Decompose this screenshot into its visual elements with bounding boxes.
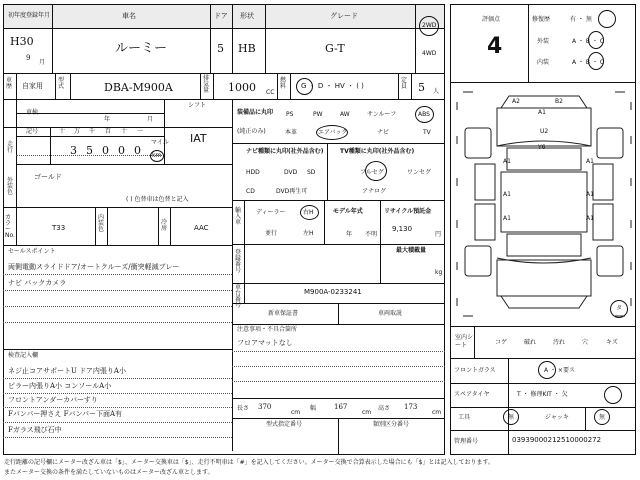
model-year-label: モデル年式: [333, 208, 363, 215]
notes-line-1: フロアマットなし: [237, 339, 293, 347]
import-dealer: ディーラー: [256, 209, 286, 216]
equip-sunroof: サンルーフ: [367, 111, 397, 118]
drive-2wd: 2WD: [422, 22, 437, 29]
color-no: T33: [52, 224, 66, 232]
import-label: 輸入車: [235, 207, 242, 226]
navi-title: ナビ種類に丸印(社外品含む): [246, 148, 324, 155]
interior-options: A ・ B ・ C: [572, 59, 605, 66]
color-no-label: カラーNo.: [5, 214, 15, 239]
body-shape: HB: [238, 42, 256, 55]
width-value: 167: [334, 403, 348, 411]
sales-line-1: 両側電動スライドドア/オートクルーズ/衝突軽減ブレー: [8, 263, 180, 271]
model-label: 型式: [58, 77, 65, 90]
tools-label: 工具: [458, 414, 471, 421]
dmg-a1-right2: A1: [586, 191, 594, 198]
inspection-line-2: ピラー内張りA小 コンソールA小: [8, 382, 112, 390]
exterior-options: A ・ B ・ C: [572, 38, 605, 45]
repair-circle: [598, 10, 616, 28]
score-value: 4: [487, 34, 503, 59]
shape-label: 形状: [240, 12, 254, 20]
frame-label: 車台番号: [235, 284, 242, 309]
navi-hdd: HDD: [246, 169, 260, 176]
tv-fullseg: フルセグ: [360, 169, 384, 176]
equip-leather: 本革: [285, 129, 298, 136]
reg-no-label: 登録番号: [235, 249, 242, 274]
mile-unit: マイル: [151, 139, 169, 146]
recycle-value: 9,130: [392, 225, 413, 233]
displacement: 1000: [228, 81, 256, 94]
odo-digit-1: 3: [70, 144, 77, 157]
max-load-label: 最大積載量: [396, 247, 427, 254]
odo-header-4: 百: [105, 128, 112, 135]
sales-line-2: ナビ バックカメラ: [8, 279, 67, 287]
score-label: 評価点: [482, 16, 501, 23]
equip-abs: ABS: [418, 111, 430, 118]
dmg-y6: Y6: [538, 144, 546, 151]
recycle-label: リサイクル預託金: [384, 208, 432, 215]
odo-digit-4: 0: [118, 144, 125, 157]
spare-label: スペアタイヤ: [454, 391, 490, 398]
fuel-options: G ・ D ・ HV ・ ( ): [301, 82, 364, 90]
tv-oneseg: ワンセグ: [407, 169, 432, 176]
capacity: 5: [418, 81, 425, 94]
tools-value: 無: [508, 414, 515, 421]
seat-hole: 穴: [582, 339, 589, 346]
height-unit: cm: [432, 409, 442, 416]
mgmt-label: 管理番号: [454, 438, 479, 445]
ac-label: 冷房: [161, 219, 168, 232]
inspection-label: 検査記入欄: [8, 352, 39, 359]
shift-label: シフト: [188, 102, 207, 109]
front-glass-label: フロントガラス: [454, 367, 496, 374]
spare-circle: [604, 386, 622, 404]
dmg-a1-right3: A1: [586, 215, 594, 222]
notes-label: 注意事項・不具合箇所: [237, 326, 298, 333]
color-label: 外装色: [7, 177, 14, 196]
inspect-month: 月: [147, 116, 154, 123]
equip-ps: PS: [286, 111, 294, 118]
reg-year-label: 初年度登録年月: [8, 12, 51, 19]
color-note: ( ) 色替車は色替と記入: [126, 196, 189, 203]
interior-circle: [588, 52, 604, 70]
equip-title: 装備品に丸印: [237, 109, 274, 116]
dmg-a2: A2: [512, 98, 520, 105]
equip-subtitle: (純正のみ): [237, 128, 266, 135]
cc-unit: CC: [266, 89, 275, 96]
interior-label: 内装: [537, 59, 550, 66]
navi-dvd: DVD: [284, 169, 298, 176]
navi-cd: CD: [246, 188, 255, 195]
odo-header-0: 記号: [26, 128, 39, 135]
person-unit: 人: [433, 88, 440, 95]
inspection-line-1: ネジ止コアサポートU ドア内張りA小: [8, 367, 126, 375]
jack-value: 無: [599, 414, 606, 421]
odo-digit-2: 5: [86, 144, 93, 157]
drive-4wd: 4WD: [422, 50, 437, 57]
jack-label: ジャッキ: [545, 414, 569, 421]
grade: G-T: [325, 42, 345, 55]
repair-label: 修復歴: [532, 16, 551, 23]
grade-label: グレード: [330, 12, 358, 20]
dmg-a1-left2: A1: [503, 191, 511, 198]
length-value: 370: [258, 403, 272, 411]
displacement-label: 排気量: [203, 75, 210, 94]
ac-value: AAC: [194, 224, 209, 232]
navi-dvd-play: DVD再生可: [276, 188, 308, 195]
car-damage-diagram: [455, 88, 633, 320]
front-glass-options: A ・ ×要ス: [544, 367, 575, 374]
import-left: 左H: [303, 230, 314, 237]
footer-note-1: 走行距離の記号欄にメーター改ざん車は「$」、メーター交換車は「$」、走行不明車は「#」を記入してください。メーター交換で合算表示した場合にも「$」とは記入しております。: [4, 459, 495, 466]
width-label: 幅: [310, 405, 317, 412]
seat-tear: 破れ: [524, 339, 537, 346]
model-code: DBA-M900A: [104, 81, 173, 94]
reg-era: H30: [10, 35, 34, 48]
inspection-line-3: フロントアンダーカバーすり: [8, 396, 98, 404]
spare-options: T ・ 修理KIT ・ 欠: [517, 391, 568, 398]
odo-header-6: 一: [137, 128, 144, 135]
odo-label: 走行: [7, 141, 14, 154]
odo-header-2: 万: [74, 128, 81, 135]
import-parallel: 並行: [265, 230, 278, 237]
km-unit: km: [152, 152, 162, 159]
tv-title: TV種類に丸印(社外品含む): [340, 148, 415, 155]
odo-digit-5: 0: [134, 144, 141, 157]
door-label: ドア: [214, 12, 228, 20]
capacity-label: 定員: [401, 77, 408, 90]
inspection-line-5: Fガラス飛び石中: [8, 426, 62, 434]
seat-scratch: キズ: [606, 339, 618, 346]
type-no-label: 型式指定番号: [266, 421, 303, 428]
odo-header-1: 十: [59, 128, 66, 135]
color-value: ゴールド: [34, 173, 62, 181]
equip-pw: PW: [313, 111, 323, 118]
month-unit: 月: [39, 59, 46, 66]
frame-number: M900A-0233241: [304, 288, 362, 296]
seat-burn: コゲ: [495, 339, 508, 346]
model-year-unknown: 不明: [365, 231, 378, 238]
equip-aw: AW: [340, 111, 350, 118]
tv-analog: アナログ: [362, 188, 387, 195]
dmg-a1-left3: A1: [503, 215, 511, 222]
exterior-circle: [588, 31, 604, 49]
length-label: 長さ: [237, 405, 250, 412]
inspect-label: 車検: [26, 109, 39, 116]
navi-sd: SD: [307, 169, 316, 176]
equip-airbag: エアバック: [318, 129, 348, 136]
exterior-label: 外装: [537, 38, 550, 45]
dmg-a1-left1: A1: [503, 158, 511, 165]
odo-digit-3: 0: [102, 144, 109, 157]
footer-note-2: またメーター交換の条件を満たしていないものはメーター改ざん車とします。: [4, 469, 214, 476]
height-value: 173: [404, 403, 418, 411]
vehicle-manual: 車両取説: [378, 310, 403, 317]
class-no-label: 類別区分番号: [373, 421, 410, 428]
import-right: 右H: [303, 209, 314, 216]
repair-options: 有 ・ 無: [570, 16, 592, 23]
use-value: 自家用: [22, 82, 43, 90]
sales-point-label: セールスポイント: [8, 248, 56, 255]
equip-navi: ナビ: [377, 129, 390, 136]
doors: 5: [217, 42, 224, 55]
odo-header-5: 十: [121, 128, 128, 135]
max-load-unit: kg: [435, 269, 443, 276]
equip-tv: TV: [423, 129, 431, 136]
dmg-b2: B2: [555, 98, 563, 105]
tire-mark: タ: [616, 305, 623, 312]
height-label: 高さ: [378, 405, 391, 412]
dmg-a1-right1: A1: [586, 158, 594, 165]
new-car-warranty: 新車保証書: [268, 310, 299, 317]
seat-label: 室内シート: [455, 334, 474, 350]
recycle-unit: 円: [435, 231, 442, 238]
fuel-label: 燃料: [280, 77, 287, 90]
length-unit: cm: [291, 409, 301, 416]
model-year-unit: 年: [346, 231, 353, 238]
width-unit: cm: [362, 409, 372, 416]
inspection-line-4: Fバンパー押さえ Fバンパー下面A有: [8, 410, 123, 418]
reg-month: 9: [26, 54, 31, 62]
car-name-label: 車名: [122, 12, 136, 20]
inspect-year: 年: [104, 116, 111, 123]
odo-header-3: 千: [89, 128, 96, 135]
dmg-a1-front: A1: [538, 109, 546, 116]
use-label: 車歴: [6, 77, 13, 90]
mgmt-number: 0393900021251000027​2: [512, 436, 602, 444]
car-name: ルーミー: [115, 41, 168, 56]
seat-stain: 汚れ: [553, 339, 566, 346]
dmg-u2: U2: [540, 128, 549, 135]
interior-color-label: 内装色: [98, 214, 105, 233]
shift-value: IAT: [190, 132, 207, 145]
